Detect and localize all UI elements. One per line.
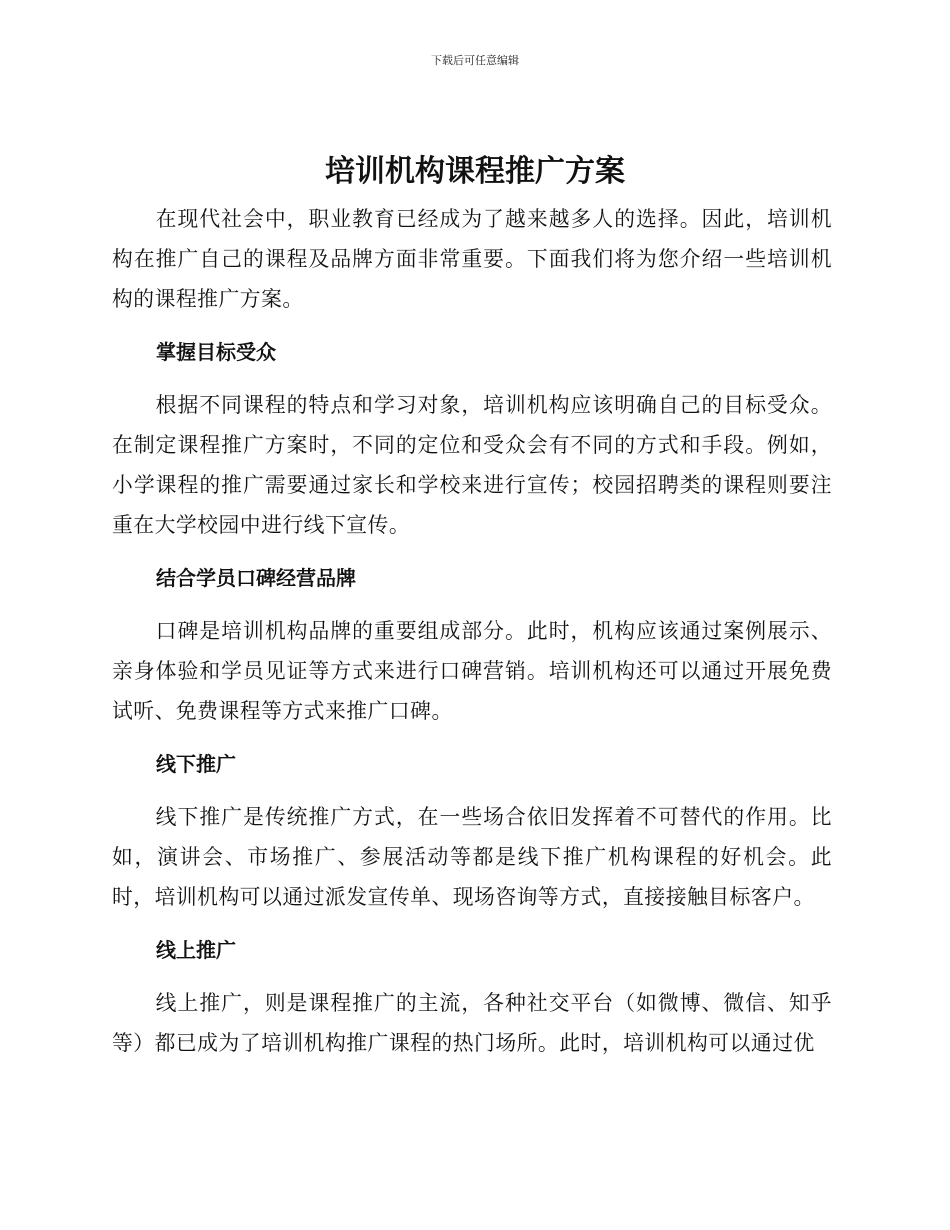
section-body-target-audience: 根据不同课程的特点和学习对象，培训机构应该明确自己的目标受众。在制定课程推广方案时，不同的定位和受众会有不同的方式和手段。例如，小学课程的推广需要通过家长和学校来进行宣传；校园招聘类的课程则要注重在大学校园中进行线下宣传。 (112, 393, 832, 537)
section-heading-online-promotion: 线上推广 (156, 938, 236, 962)
document-body (112, 199, 832, 1063)
intro-paragraph: 在现代社会中，职业教育已经成为了越来越多人的选择。因此，培训机构在推广自己的课程及品牌方面非常重要。下面我们将为您介绍一些培训机构的课程推广方案。 (112, 207, 832, 311)
section-body-online-promotion: 线上推广，则是课程推广的主流，各种社交平台（如微博、微信、知乎等）都已成为了培训机构推广课程的热门场所。此时，培训机构可以通过优 (112, 991, 832, 1055)
section-heading-target-audience: 掌握目标受众 (156, 340, 276, 364)
section-body-offline-promotion: 线下推广是传统推广方式，在一些场合依旧发挥着不可替代的作用。比如，演讲会、市场推广、参展活动等都是线下推广机构课程的好机会。此时，培训机构可以通过派发宣传单、现场咨询等方式，直接接触目标客户。 (112, 805, 832, 909)
section-body-word-of-mouth: 口碑是培训机构品牌的重要组成部分。此时，机构应该通过案例展示、亲身体验和学员见证等方式来进行口碑营销。培训机构还可以通过开展免费试听、免费课程等方式来推广口碑。 (112, 619, 832, 723)
section-heading-offline-promotion: 线下推广 (156, 752, 236, 776)
section-heading-word-of-mouth: 结合学员口碑经营品牌 (156, 566, 356, 590)
document-title: 培训机构课程推广方案 (325, 154, 625, 189)
page-header-note: 下载后可任意编辑 (431, 54, 519, 67)
